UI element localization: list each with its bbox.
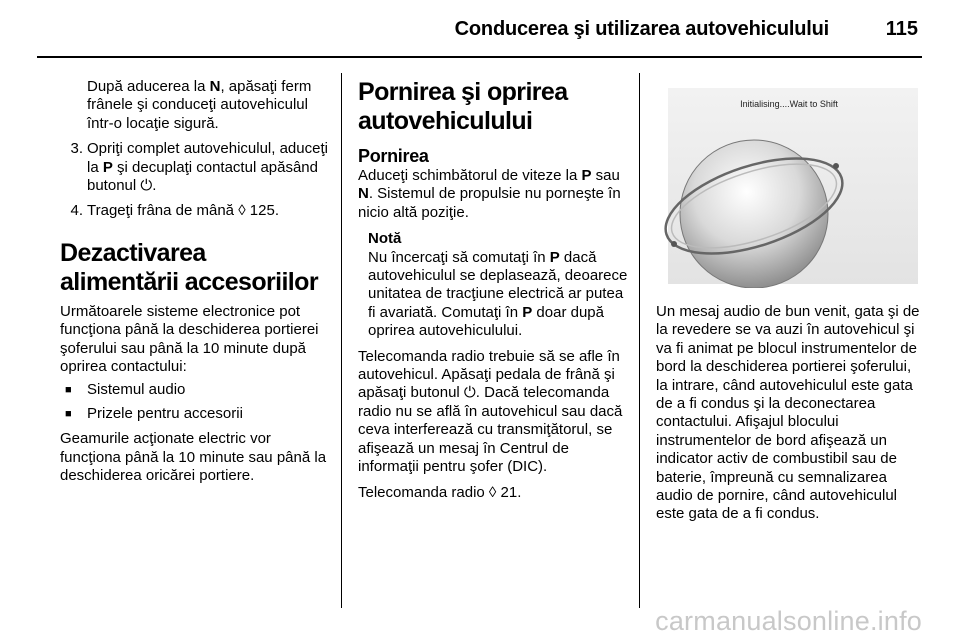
- paragraph-gear: Aduceţi schimbătorul de viteze la P sau N. Sistemul de propulsie nu porneşte în nicio altă poziţie.: [358, 167, 621, 221]
- orbit-marker: [833, 163, 839, 169]
- globe-illustration: [656, 74, 922, 288]
- continued-paragraph: După aducerea la N, apăsaţi ferm frânele şi conduceţi autovehiculul într-o locaţie sigură.: [87, 78, 312, 132]
- section-heading-accessory-power: Dezactivarea alimentării accesoriilor: [60, 238, 318, 296]
- bullet-icon: ■: [65, 407, 72, 420]
- column-right: [656, 303, 926, 524]
- paragraph-welcome-message: Un mesaj audio de bun venit, gata şi de la revedere se va auzi în autovehicul şi va fi animat pe blocul instrumentelor de bord la deschiderea portierei şoferului, la intrare, când autovehiculul este gata de a fi condus şi la deconectarea contactului. Afişajul blocului instrumentelor de bord afişează un indicator activ de combustibil sau de baterie, împreună cu semnalizarea audio de pornire, când autovehiculul este gata de a fi condus.: [656, 303, 920, 523]
- step-text: Opriţi complet autovehiculul, aduceţi la P şi decuplaţi contactul apăsând butonul ⏻.: [87, 140, 328, 195]
- running-header-title: Conducerea şi utilizarea autovehiculului: [454, 18, 829, 40]
- note-text: Nu încercaţi să comutaţi în P dacă autovehiculul se deplasează, deoarece unitatea de tracţiune electrică ar putea fi avariată. Comutaţi în P doar după oprirea autovehiculului.: [368, 248, 628, 340]
- step-3: [60, 140, 330, 195]
- list-item: ■ Sistemul audio: [60, 381, 330, 399]
- column-divider-1: [341, 73, 342, 608]
- display-message: Initialising....Wait to Shift: [740, 99, 838, 109]
- list-item: ■ Prizele pentru accesorii: [60, 405, 330, 423]
- column-left: [60, 78, 330, 486]
- page-reference-icon: ◊: [238, 202, 246, 220]
- column-divider-2: [639, 73, 640, 608]
- globe-sphere: [680, 140, 828, 288]
- step-text: Trageţi frâna de mână ◊ 125.: [87, 202, 279, 220]
- intro-paragraph: Următoarele sisteme electronice pot funcţiona până la deschiderea portierei şoferului sau până la 10 minute după oprirea contactului:: [60, 302, 319, 376]
- bullet-icon: ■: [65, 384, 72, 397]
- paragraph-remote-ref: Telecomanda radio ◊ 21.: [358, 483, 522, 501]
- step-4: [60, 202, 330, 220]
- column-middle: [358, 78, 628, 502]
- page-reference-icon: ◊: [488, 483, 497, 501]
- watermark: carmanualsonline.info: [655, 606, 922, 636]
- outro-paragraph: Geamurile acţionate electric vor funcţiona până la 10 minute sau până la deschiderea oricărei portiere.: [60, 430, 327, 485]
- step-number: 4.: [70, 202, 83, 220]
- orbit-marker: [671, 241, 677, 247]
- note-box: [358, 230, 628, 340]
- instrument-display-illustration: [656, 74, 922, 288]
- section-heading-start-stop: Pornirea şi oprirea autovehiculului: [358, 78, 568, 135]
- power-icon: ⏻: [140, 177, 153, 195]
- header-rule: [37, 56, 922, 58]
- note-title: Notă: [368, 230, 402, 248]
- step-number: 3.: [70, 140, 83, 158]
- power-icon: ⏻: [463, 384, 476, 402]
- paragraph-remote: Telecomanda radio trebuie să se afle în autovehicul. Apăsaţi pedala de frână şi apăsaţi butonul ⏻. Dacă telecomanda radio nu se află în autovehicul sau dacă ceva interferează cu transmiţătorul, se afişează un mesaj în Centrul de informaţii pentru şofer (DIC).: [358, 347, 623, 476]
- subheading-start: Pornirea: [358, 146, 429, 166]
- page-number: 115: [885, 18, 918, 40]
